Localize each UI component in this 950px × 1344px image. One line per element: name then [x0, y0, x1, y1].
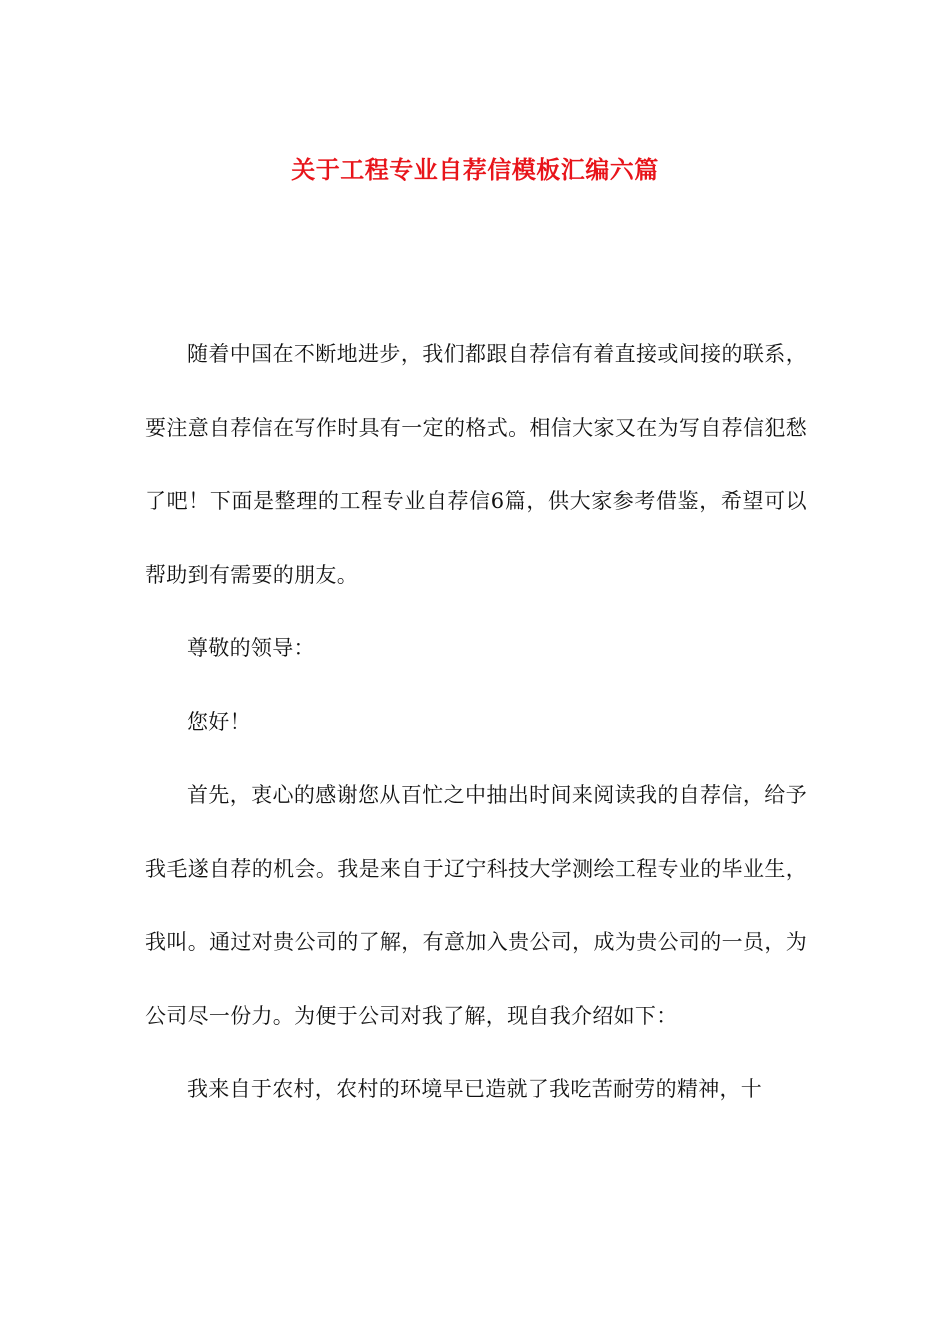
document-body	[145, 318, 807, 1127]
paragraph-background: 我来自于农村，农村的环境早已造就了我吃苦耐劳的精神，十	[187, 1077, 763, 1101]
paragraph-greeting: 您好！	[187, 709, 251, 734]
document-title: 关于工程专业自荐信模板汇编六篇	[291, 155, 659, 185]
paragraph-intro: 随着中国在不断地进步，我们都跟自荐信有着直接或间接的联系，要注意自荐信在写作时具有一定的格式。相信大家又在为写自荐信犯愁了吧！下面是整理的工程专业自荐信6篇，供大家参考借鉴，希望可以帮助到有需要的朋友。	[145, 342, 807, 587]
paragraph-self-introduction: 首先，衷心的感谢您从百忙之中抽出时间来阅读我的自荐信，给予我毛遂自荐的机会。我是来自于辽宁科技大学测绘工程专业的毕业生，我叫。通过对贵公司的了解，有意加入贵公司，成为贵公司的一员，为公司尽一份力。为便于公司对我了解，现自我介绍如下：	[145, 783, 807, 1028]
paragraph-salutation: 尊敬的领导：	[187, 636, 315, 660]
